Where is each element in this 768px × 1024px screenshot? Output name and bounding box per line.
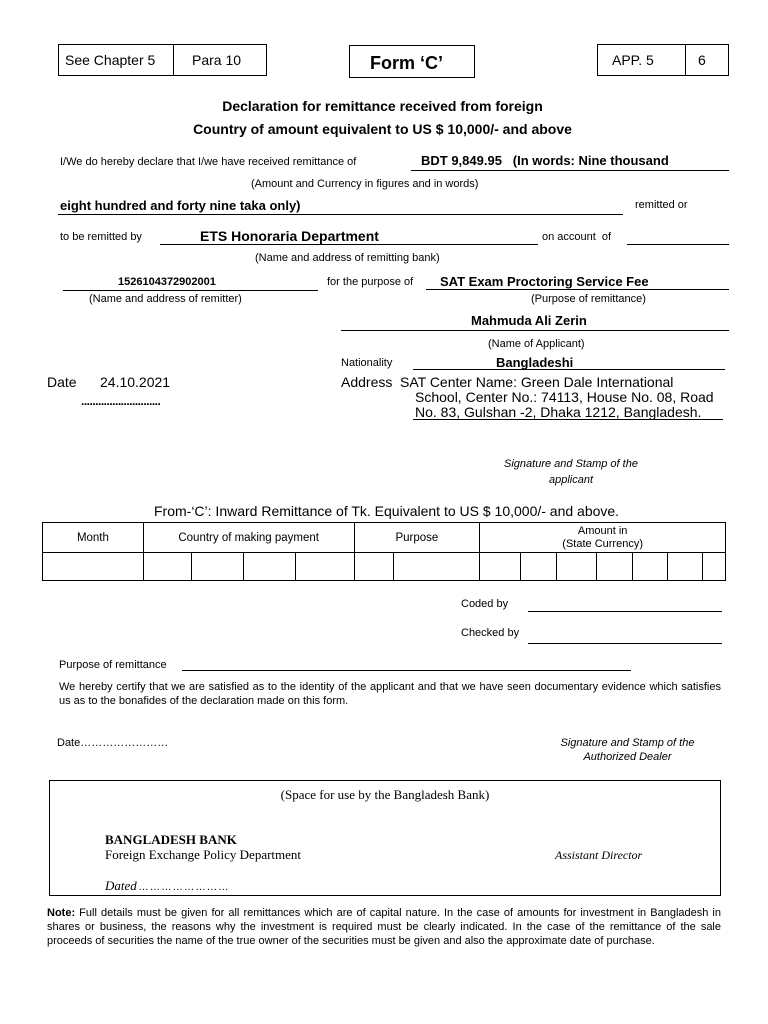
declaration-intro: I/We do hereby declare that I/we have received remittance of [60,156,357,168]
nationality-value: Bangladeshi [496,355,574,370]
bank-department: Foreign Exchange Policy Department [105,847,302,862]
col-purpose: Purpose [354,523,480,553]
remitter-underline [63,290,318,291]
bank-box-caption: (Space for use by the Bangladesh Bank) [280,787,490,802]
date-label: Date [47,374,77,390]
table-cell[interactable] [354,553,394,581]
app-number: 6 [698,52,706,68]
dealer-signature-line1: Signature and Stamp of the [560,737,695,749]
app-ref: APP. 5 [612,52,654,68]
table-cell[interactable] [597,553,633,581]
address-line2: School, Center No.: 74113, House No. 08, Road [415,389,714,405]
bank-dated-dots: … … … … … … … … [136,882,228,893]
table-cell[interactable] [143,553,191,581]
remitter-caption: (Name and address of remitter) [89,293,242,305]
purpose-of-remittance-line[interactable] [182,670,631,671]
col-amount [480,523,726,553]
remitted-or-label: remitted or [635,199,688,211]
applicant-name: Mahmuda Ali Zerin [471,313,587,328]
amount-words-underline [58,214,623,215]
note [47,906,721,948]
chapter-ref: See Chapter 5 [65,52,156,68]
col-month: Month [43,523,144,553]
nationality-label: Nationality [341,357,393,369]
table-cell[interactable] [633,553,668,581]
table-cell[interactable] [557,553,597,581]
dealer-date: Date…………………… [57,737,169,749]
table-cell[interactable] [191,553,243,581]
assistant-director: Assistant Director [555,848,643,862]
amount-underline [411,170,729,171]
bank-dated [105,878,228,894]
inward-title: From-‘C’: Inward Remittance of Tk. Equivalent to US $ 10,000/- and above. [154,503,620,519]
bank-name: BANGLADESH BANK [105,832,237,847]
col-amount-label: Amount in [577,524,628,537]
amount-in-words-cont: eight hundred and forty nine taka only) [60,198,301,213]
address-underline [413,419,723,420]
address-line3: No. 83, Gulshan -2, Dhaka 1212, Bangladesh. [415,404,702,420]
table-cell[interactable] [702,553,725,581]
for-purpose-label: for the purpose of [327,276,414,288]
bank-dated-label: Dated [105,878,137,893]
date-dots: ............................ [81,394,161,408]
note-label: Note: [47,907,76,919]
checked-by-label: Checked by [461,627,520,639]
note-text: Full details must be given for all remittances which are of capital nature. In the case of amounts for investment in Bangladesh in shares or business, the reasons why the investment is required must be clearly indicated. In the case of the remittance of the sale proceeds of securities the name of the true owner of the securities must be given and also the approximate date of purchase. [47,907,721,947]
on-account-label: on account of [542,231,612,243]
checked-by-line[interactable] [528,643,722,644]
purpose-value: SAT Exam Proctoring Service Fee [440,274,649,289]
table-cell[interactable] [521,553,557,581]
certification-text: We hereby certify that we are satisfied as to the identity of the applicant and that we have seen documentary evidence which satisfies us as to the bonafides of the declaration made on this form. [59,681,721,707]
bank-caption: (Name and address of remitting bank) [255,252,440,264]
purpose-underline [426,289,729,290]
col-amount-currency: (State Currency) [562,537,643,550]
coded-by-line[interactable] [528,611,722,612]
remittance-table [42,522,726,581]
declaration-title-line1: Declaration for remittance received from foreign [222,98,543,114]
app-num-box [685,44,729,76]
dealer-signature-line2: Authorized Dealer [583,751,672,763]
table-cell[interactable] [667,553,702,581]
amount-caption: (Amount and Currency in figures and in words) [251,178,479,190]
on-account-underline [627,244,729,245]
applicant-signature-line1: Signature and Stamp of the [504,458,638,470]
to-be-remitted-label: to be remitted by [60,231,142,243]
nationality-underline [413,369,725,370]
applicant-caption: (Name of Applicant) [488,338,585,350]
purpose-of-remittance-label: Purpose of remittance [59,659,167,671]
remitter-id: 1526104372902001 [118,276,216,288]
address-line1: SAT Center Name: Green Dale International [400,374,674,390]
coded-by-label: Coded by [461,598,509,610]
remitting-bank-underline [160,244,538,245]
remittance-amount: BDT 9,849.95 (In words: Nine thousand [421,153,669,168]
para-ref: Para 10 [192,52,242,68]
applicant-signature-line2: applicant [548,474,594,486]
form-title: Form ‘C’ [370,53,444,73]
col-country: Country of making payment [143,523,354,553]
address-label: Address [341,374,393,390]
table-cell[interactable] [394,553,480,581]
purpose-caption: (Purpose of remittance) [531,293,646,305]
declaration-title-line2: Country of amount equivalent to US $ 10,000/- and above [193,121,572,137]
applicant-underline [341,330,729,331]
table-cell[interactable] [480,553,521,581]
table-cell[interactable] [243,553,295,581]
table-cell[interactable] [295,553,354,581]
date-value: 24.10.2021 [100,374,171,390]
remitting-bank: ETS Honoraria Department [200,228,379,244]
table-cell[interactable] [43,553,144,581]
